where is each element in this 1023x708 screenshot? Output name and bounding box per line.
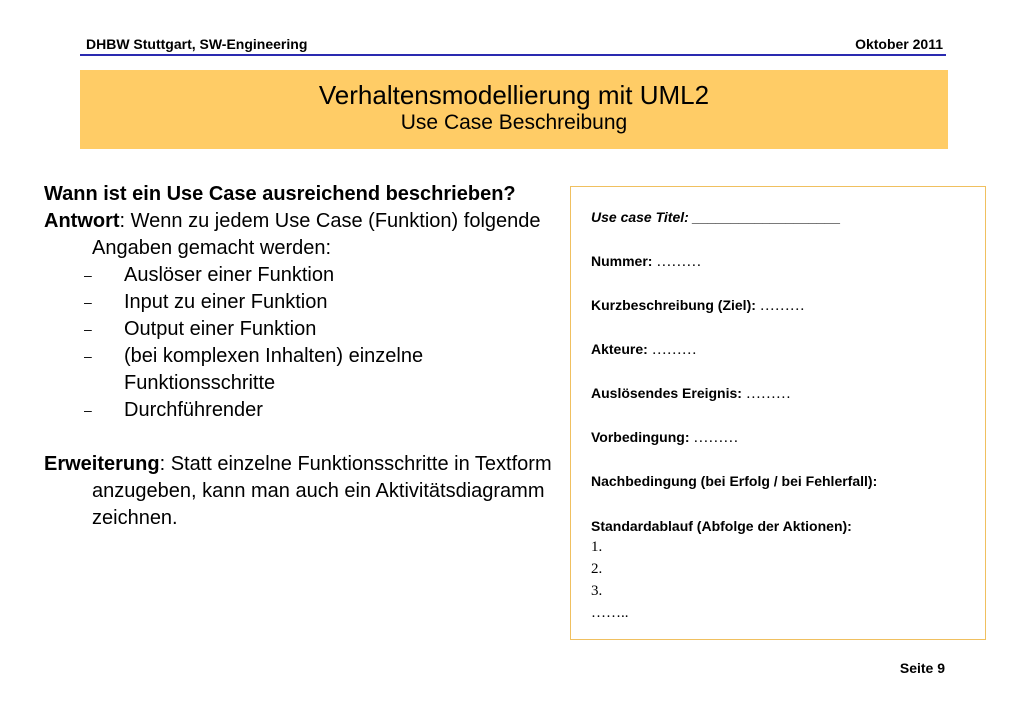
summary-label: Kurzbeschreibung (Ziel): — [591, 297, 756, 313]
title-banner — [80, 70, 948, 149]
extension — [44, 451, 554, 532]
bullet-dash: – — [84, 294, 92, 310]
flow-field: Standardablauf (Abfolge der Aktionen): — [591, 518, 852, 534]
postcondition-field: Nachbedingung (bei Erfolg / bei Fehlerfall): — [591, 473, 878, 489]
bullet-text: Durchführender — [124, 399, 263, 421]
answer-text: : Wenn zu jedem Use Case (Funktion) folgende Angaben gemacht werden: — [92, 210, 541, 259]
extension-text: : Statt einzelne Funktionsschritte in Textform anzugeben, kann man auch ein Aktivitätsdiagramm zeichnen. — [92, 453, 552, 529]
precondition-field — [591, 429, 738, 447]
summary-field — [591, 297, 805, 315]
bullet-dash: – — [84, 267, 92, 283]
slide-title: Verhaltensmodellierung mit UML2 — [318, 80, 710, 110]
trigger-field — [591, 385, 791, 403]
precondition-dots: ……… — [693, 430, 739, 446]
actors-field — [591, 341, 697, 359]
bullet-dash: – — [84, 402, 92, 418]
bullet-text: Output einer Funktion — [124, 318, 317, 340]
header-rule — [80, 54, 946, 56]
slide-subtitle: Use Case Beschreibung — [400, 111, 628, 134]
bullet-item — [44, 289, 554, 316]
bullet-item — [44, 262, 554, 289]
bullet-text: Auslöser einer Funktion — [124, 264, 335, 286]
answer — [44, 208, 554, 262]
flow-step: 2. — [591, 561, 603, 577]
bullet-text: Input zu einer Funktion — [124, 291, 328, 313]
trigger-dots: ……… — [745, 386, 791, 402]
page-number: Seite 9 — [899, 660, 945, 676]
precondition-label: Vorbedingung: — [591, 429, 690, 445]
use-case-title-field: Use case Titel: ___________________ — [591, 209, 841, 225]
main-text — [44, 181, 554, 532]
extension-label: Erweiterung — [44, 453, 160, 475]
question: Wann ist ein Use Case ausreichend beschrieben? — [44, 183, 516, 205]
bullet-item — [44, 343, 554, 397]
header-date: Oktober 2011 — [855, 36, 943, 52]
bullet-item — [44, 316, 554, 343]
number-field — [591, 253, 701, 271]
actors-label: Akteure: — [591, 341, 648, 357]
flow-step: …….. — [591, 605, 629, 621]
header-course: DHBW Stuttgart, SW-Engineering — [86, 36, 308, 52]
actors-dots: ……… — [651, 342, 697, 358]
bullet-text: (bei komplexen Inhalten) einzelne Funktionsschritte — [124, 345, 424, 394]
bullet-dash: – — [84, 321, 92, 337]
bullet-item — [44, 397, 554, 424]
use-case-template — [570, 186, 986, 640]
bullet-dash: – — [84, 348, 92, 364]
flow-step: 3. — [591, 583, 603, 599]
trigger-label: Auslösendes Ereignis: — [591, 385, 742, 401]
answer-label: Antwort — [44, 210, 120, 232]
flow-step: 1. — [591, 539, 603, 555]
number-dots: ……… — [656, 254, 702, 270]
summary-dots: ……… — [759, 298, 805, 314]
number-label: Nummer: — [591, 253, 653, 269]
